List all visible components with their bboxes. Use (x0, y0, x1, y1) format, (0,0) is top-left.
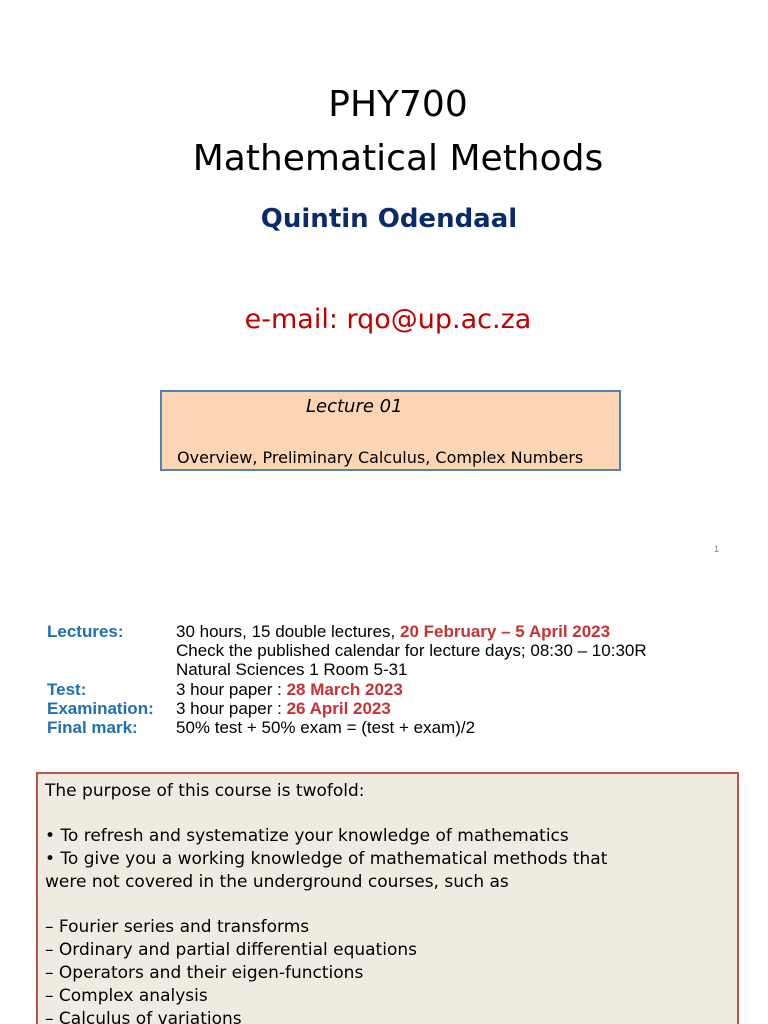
email-address: e-mail: rqo@up.ac.za (244, 304, 532, 335)
lectures-text: 30 hours, 15 double lectures, (176, 622, 400, 641)
topic-item: – Ordinary and partial differential equations (45, 940, 417, 960)
purpose-intro: The purpose of this course is twofold: (45, 781, 365, 801)
exam-text: 3 hour paper : (176, 699, 287, 718)
topic-item: – Operators and their eigen-functions (45, 963, 364, 983)
lectures-info (176, 622, 610, 641)
exam-label: Examination: (47, 699, 154, 718)
lecture-box (160, 390, 621, 471)
venue: Natural Sciences 1 Room 5-31 (176, 660, 408, 679)
calendar-note: Check the published calendar for lecture days; 08:30 – 10:30R (176, 641, 647, 660)
topic-item: – Calculus of variations (45, 1009, 242, 1024)
purpose-point: • To give you a working knowledge of mathematical methods that (45, 849, 608, 869)
final-mark-label: Final mark: (47, 718, 138, 737)
lecture-topics: Overview, Preliminary Calculus, Complex Numbers (177, 448, 584, 467)
lectures-label: Lectures: (47, 622, 124, 641)
test-date: 28 March 2023 (286, 680, 403, 699)
purpose-box (36, 772, 739, 1024)
lectures-dates: 20 February – 5 April 2023 (399, 622, 611, 641)
lecturer-name: Quintin Odendaal (260, 204, 518, 234)
course-code: PHY700 (328, 84, 468, 125)
topic-item: – Complex analysis (45, 986, 208, 1006)
purpose-point: were not covered in the underground courses, such as (45, 872, 509, 892)
lecture-label: Lecture 01 (306, 396, 403, 417)
course-title: Mathematical Methods (192, 138, 604, 179)
test-text: 3 hour paper : (176, 680, 287, 699)
test-info (176, 680, 403, 699)
test-label: Test: (47, 680, 87, 699)
purpose-point: • To refresh and systematize your knowledge of mathematics (45, 826, 569, 846)
slide-number: 1 (714, 544, 720, 554)
topic-item: – Fourier series and transforms (45, 917, 310, 937)
exam-date: 26 April 2023 (286, 699, 391, 718)
exam-info (176, 699, 391, 718)
final-mark-text: 50% test + 50% exam = (test + exam)/2 (176, 718, 476, 737)
